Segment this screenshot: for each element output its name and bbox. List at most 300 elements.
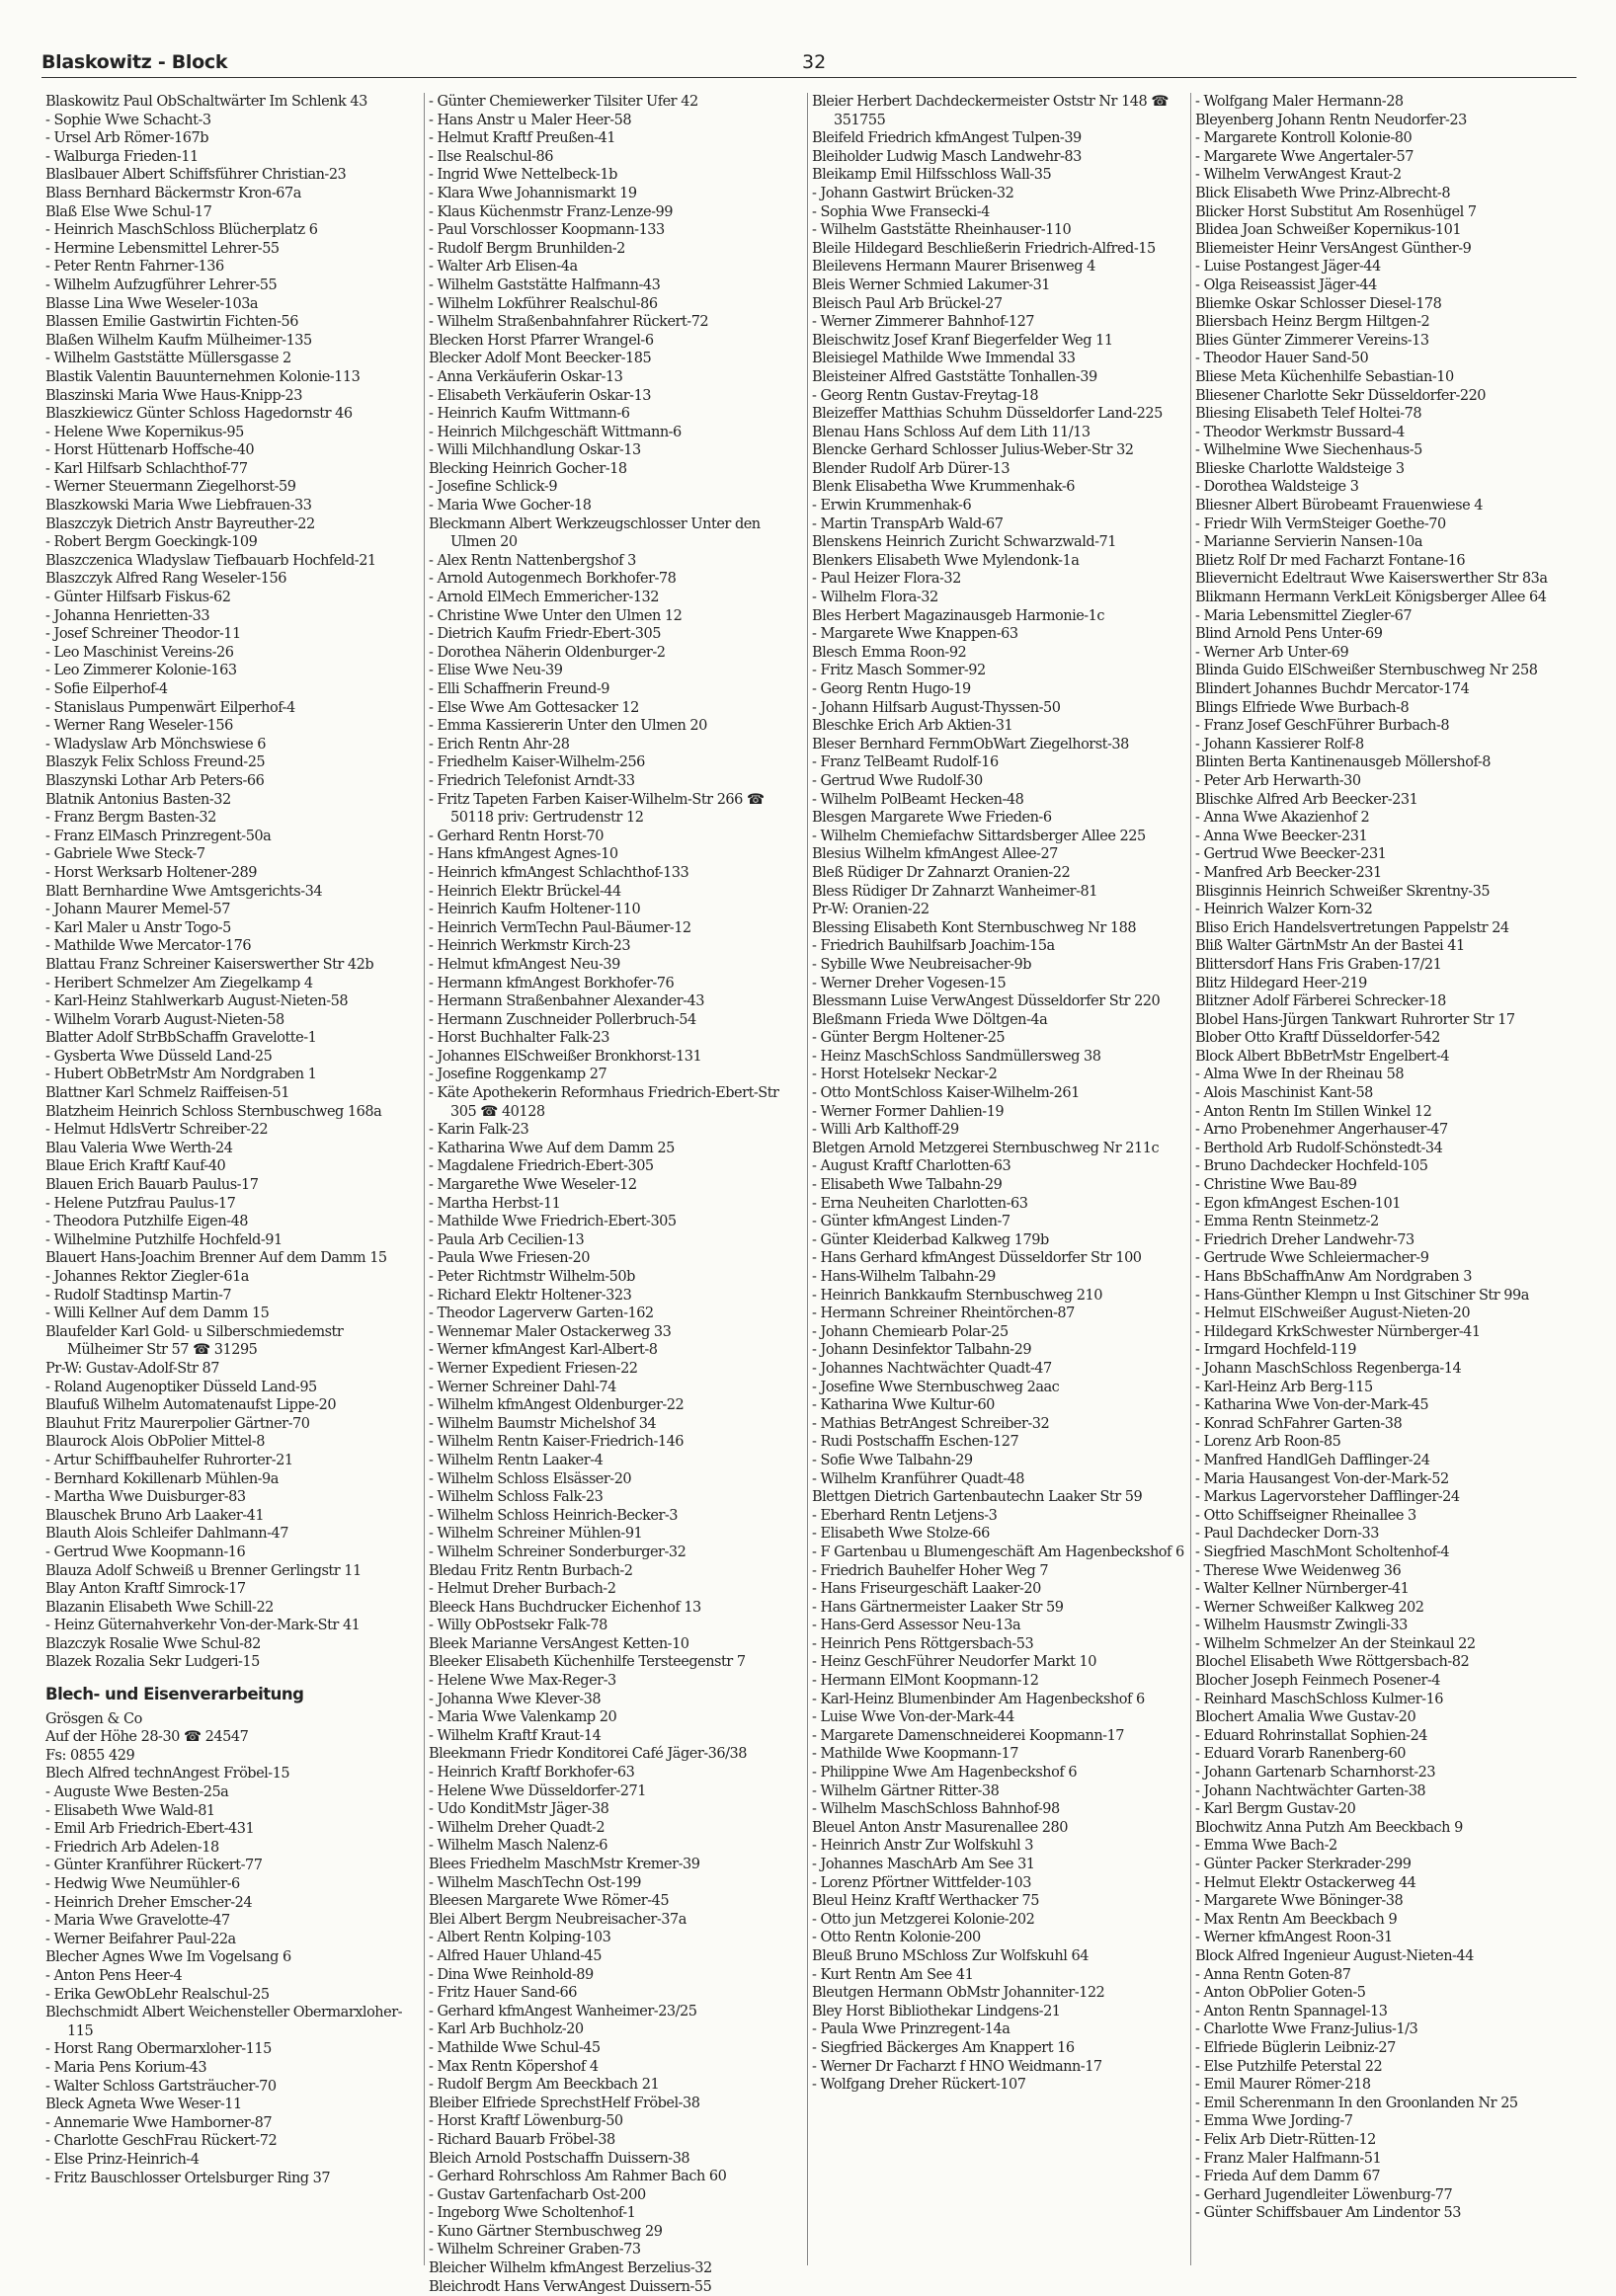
directory-entry: - Helmut ElSchweißer August-Nieten-20: [1195, 1306, 1471, 1322]
directory-entry: - Walter Schloss Gartsträucher-70: [45, 2078, 277, 2095]
directory-entry: - Else Putzhilfe Peterstal 22: [1195, 2058, 1383, 2075]
directory-entry: - Horst Rang Obermarxloher-115: [45, 2041, 272, 2058]
directory-entry: - Elli Schaffnerin Freund-9: [429, 681, 609, 697]
directory-entry: Bliesner Albert Bürobeamt Frauenwiese 4: [1195, 498, 1483, 515]
directory-entry: - Johann Maurer Memel-57: [45, 902, 230, 918]
directory-entry: - Anton Pens Heer-4: [45, 1967, 183, 1984]
directory-entry: - Werner Expedient Friesen-22: [429, 1360, 638, 1377]
directory-entry: - Helmut Elektr Ostackerweg 44: [1195, 1874, 1416, 1891]
directory-entry: - Helmut HdlsVertr Schreiber-22: [45, 1122, 269, 1139]
directory-entry: Bleuß Bruno MSchloss Zur Wolfskuhl 64: [812, 1947, 1089, 1964]
directory-entry: Blesgen Margarete Wwe Frieden-6: [812, 810, 1052, 827]
directory-entry: - Willi Arb Kalthoff-29: [812, 1122, 959, 1139]
directory-entry: - Maria Wwe Valenkamp 20: [429, 1709, 617, 1726]
directory-entry: Blischke Alfred Arb Beecker-231: [1195, 791, 1418, 808]
directory-entry: Blei Albert Bergm Neubreisacher-37a: [429, 1911, 687, 1928]
directory-entry: Blaszczenica Wladyslaw Tiefbauarb Hochfeld-21: [45, 552, 376, 569]
directory-entry: - Johannes MaschArb Am See 31: [812, 1857, 1035, 1872]
directory-entry: - Walburga Frieden-11: [45, 148, 199, 165]
directory-entry: - Karl Bergm Gustav-20: [1195, 1801, 1356, 1818]
directory-entry: - Heinrich Bankkaufm Sternbuschweg 210: [812, 1287, 1102, 1304]
directory-entry: - Hubert ObBetrMstr Am Nordgraben 1: [45, 1067, 317, 1083]
directory-entry: - Wilhelm Dreher Quadt-2: [429, 1819, 606, 1836]
directory-entry: - Hermann Straßenbahner Alexander-43: [429, 993, 705, 1010]
directory-entry: Blaurock Alois ObPolier Mittel-8: [45, 1434, 265, 1451]
directory-entry: - Eduard Vorarb Ranenberg-60: [1195, 1746, 1407, 1763]
directory-entry: Bleizeffer Matthias Schuhm Düsseldorfer Land-225: [812, 406, 1163, 423]
directory-entry: - Katharina Wwe Kultur-60: [812, 1397, 995, 1414]
directory-entry: - Bruno Dachdecker Hochfeld-105: [1195, 1158, 1428, 1175]
directory-entry: Blaszinski Maria Wwe Haus-Knipp-23: [45, 387, 302, 404]
directory-entry: - Heinrich Kaufm Holtener-110: [429, 902, 641, 918]
directory-entry: - Fritz Hauer Sand-66: [429, 1985, 578, 2002]
directory-entry: Blazek Rozalia Sekr Ludgeri-15: [45, 1654, 260, 1671]
directory-entry: - Otto Schiffseigner Rheinallee 3: [1195, 1507, 1416, 1524]
directory-entry: - Bernhard Kokillenarb Mühlen-9a: [45, 1470, 279, 1487]
directory-entry: - Richard Elektr Holtener-323: [429, 1287, 632, 1304]
directory-entry: Blazanin Elisabeth Wwe Schill-22: [45, 1599, 274, 1616]
directory-entry: Bleß Rüdiger Dr Zahnarzt Oranien-22: [812, 864, 1071, 881]
directory-entry: Blieske Charlotte Waldsteige 3: [1195, 460, 1405, 477]
directory-entry: Bleisteiner Alfred Gaststätte Tonhallen-39: [812, 368, 1097, 385]
directory-entry: - Willi Kellner Auf dem Damm 15: [45, 1306, 270, 1322]
directory-entry: - Wilhelm Schreiner Mühlen-91: [429, 1526, 643, 1543]
directory-entry: - Ursel Arb Römer-167b: [45, 130, 208, 147]
directory-entry: - Josef Schreiner Theodor-11: [45, 626, 241, 643]
directory-entry: - Günter kfmAngest Linden-7: [812, 1214, 1010, 1230]
directory-entry: - Sophia Wwe Fransecki-4: [812, 203, 990, 220]
directory-entry: - Hans BbSchaffnAnw Am Nordgraben 3: [1195, 1269, 1472, 1285]
directory-entry: Bleul Heinz Kraftf Werthacker 75: [812, 1893, 1040, 1910]
directory-entry: - Peter Arb Herwarth-30: [1195, 772, 1361, 789]
directory-entry: - Franz TelBeamt Rudolf-16: [812, 754, 999, 771]
directory-entry: - Auguste Wwe Besten-25a: [45, 1784, 229, 1801]
directory-entry: - Stanislaus Pumpenwärt Eilperhof-4: [45, 699, 295, 716]
directory-entry: Blicker Horst Substitut Am Rosenhügel 7: [1195, 203, 1477, 220]
directory-entry: - Margarethe Wwe Weseler-12: [429, 1177, 637, 1194]
directory-entry: Blick Elisabeth Wwe Prinz-Albrecht-8: [1195, 185, 1451, 201]
directory-entry: Blech Alfred technAngest Fröbel-15: [45, 1766, 290, 1782]
directory-entry: - Anna Wwe Beecker-231: [1195, 828, 1368, 844]
directory-entry: Blender Rudolf Arb Dürer-13: [812, 460, 1010, 477]
directory-entry: Blobel Hans-Jürgen Tankwart Ruhrorter Str 17: [1195, 1011, 1515, 1028]
directory-entry: - Heinrich Pens Röttgersbach-53: [812, 1635, 1034, 1652]
directory-entry: - Franz Maler Halfmann-51: [1195, 2150, 1382, 2167]
directory-entry: - Siegfried Bäckerges Am Knappert 16: [812, 2039, 1075, 2056]
directory-entry: - Hans kfmAngest Agnes-10: [429, 846, 618, 863]
directory-entry: - Paul Heizer Flora-32: [812, 571, 961, 588]
directory-entry: - Friedrich Telefonist Arndt-33: [429, 772, 635, 789]
directory-entry: - Heinrich MaschSchloss Blücherplatz 6: [45, 222, 318, 239]
directory-entry: - Eberhard Rentn Letjens-3: [812, 1507, 998, 1524]
directory-entry: - Manfred HandlGeh Dafflinger-24: [1195, 1452, 1430, 1468]
directory-entry: - Heinrich Elektr Brückel-44: [429, 883, 621, 900]
directory-entry: - Philippine Wwe Am Hagenbeckshof 6: [812, 1765, 1078, 1781]
directory-entry: - Hans Friseurgeschäft Laaker-20: [812, 1581, 1041, 1598]
directory-entry: - Johanna Wwe Klever-38: [429, 1691, 602, 1707]
directory-entry: - Fritz Bauschlosser Ortelsburger Ring 37: [45, 2170, 331, 2186]
directory-entry: - Kuno Gärtner Sternbuschweg 29: [429, 2223, 663, 2240]
directory-entry: - Roland Augenoptiker Düsseld Land-95: [45, 1379, 317, 1395]
directory-entry: - Paula Wwe Prinzregent-14a: [812, 2021, 1010, 2038]
directory-entry: - Walter Kellner Nürnberger-41: [1195, 1581, 1410, 1598]
directory-entry: - Maria Hausangest Von-der-Mark-52: [1195, 1470, 1449, 1487]
directory-entry: Blesius Wilhelm kfmAngest Allee-27: [812, 846, 1058, 863]
directory-entry: Blettgen Dietrich Gartenbautechn Laaker Str 59: [812, 1489, 1143, 1506]
directory-entry: - Wilhelm Schloss Heinrich-Becker-3: [429, 1507, 679, 1524]
directory-entry: Bleisch Paul Arb Brückel-27: [812, 295, 1003, 312]
directory-entry: - Wilhelm Rentn Kaiser-Friedrich-146: [429, 1434, 685, 1451]
directory-entry: - Max Rentn Am Beeckbach 9: [1195, 1911, 1398, 1928]
directory-entry: - Margarete Wwe Knappen-63: [812, 626, 1018, 643]
directory-entry: Blastik Valentin Bauunternehmen Kolonie-113: [45, 368, 361, 385]
directory-entry: Bleilevens Hermann Maurer Brisenweg 4: [812, 259, 1095, 276]
directory-entry: - Erwin Krummenhak-6: [812, 498, 972, 515]
directory-entry: - Heinrich Walzer Korn-32: [1195, 902, 1373, 918]
directory-entry: - Elisabeth Wwe Wald-81: [45, 1802, 215, 1819]
directory-entry: - Emma Rentn Steinmetz-2: [1195, 1214, 1379, 1230]
directory-entry: Blietz Rolf Dr med Facharzt Fontane-16: [1195, 552, 1466, 569]
directory-entry: - Leo Maschinist Vereins-26: [45, 644, 234, 661]
directory-entry: - Heinz GeschFührer Neudorfer Markt 10: [812, 1654, 1096, 1671]
directory-entry: - Katharina Wwe Von-der-Mark-45: [1195, 1397, 1429, 1414]
directory-entry: - Luise Postangest Jäger-44: [1195, 259, 1381, 276]
directory-entry: - Hans-Gerd Assessor Neu-13a: [812, 1618, 1021, 1634]
directory-entry: Blindert Johannes Buchdr Mercator-174: [1195, 681, 1470, 697]
directory-entry: - Anton Rentn Im Stillen Winkel 12: [1195, 1103, 1432, 1120]
directory-entry: Bleich Arnold Postschaffn Duissern-38: [429, 2150, 690, 2167]
directory-entry: Bliemeister Heinr VersAngest Günther-9: [1195, 240, 1472, 257]
directory-entry: - Günter Schiffsbauer Am Lindentor 53: [1195, 2205, 1461, 2222]
directory-entry: - Werner Rang Weseler-156: [45, 718, 233, 735]
directory-entry: - Werner kfmAngest Karl-Albert-8: [429, 1342, 658, 1359]
directory-entry: Bleck Agneta Wwe Weser-11: [45, 2097, 242, 2113]
directory-entry: Blatter Adolf StrBbSchaffn Gravelotte-1: [45, 1030, 317, 1047]
directory-entry: - Wilhelm Schreiner Graben-73: [429, 2242, 641, 2258]
directory-entry: - Johann Chemiearb Polar-25: [812, 1323, 1009, 1340]
directory-entry: - Charlotte Wwe Franz-Julius-1/3: [1195, 2021, 1418, 2038]
directory-entry: - Anton ObPolier Goten-5: [1195, 1985, 1366, 2002]
directory-entry: - Paul Dachdecker Dorn-33: [1195, 1526, 1379, 1543]
directory-entry: - Josefine Roggenkamp 27: [429, 1067, 607, 1083]
directory-entry: Bles Herbert Magazinausgeb Harmonie-1c: [812, 607, 1105, 624]
directory-entry: - Therese Wwe Weidenweg 36: [1195, 1562, 1402, 1579]
directory-entry: Blenskens Heinrich Zuricht Schwarzwald-71: [812, 534, 1116, 551]
directory-entry: - Georg Rentn Hugo-19: [812, 681, 971, 697]
directory-entry: Bleek Marianne VersAngest Ketten-10: [429, 1635, 689, 1652]
directory-entry: - Wilhelm Flora-32: [812, 590, 938, 606]
directory-entry: - Wilhelm Gärtner Ritter-38: [812, 1782, 1000, 1799]
directory-entry: Bley Horst Bibliothekar Lindgens-21: [812, 2003, 1061, 2019]
directory-entry: Bleckmann Albert Werkzeugschlosser Unter den Ulmen 20: [429, 515, 761, 551]
directory-entry: - Max Rentn Köpershof 4: [429, 2058, 599, 2075]
directory-entry: - Sofie Wwe Talbahn-29: [812, 1452, 973, 1468]
directory-entry: - Alois Maschinist Kant-58: [1195, 1085, 1373, 1102]
directory-entry: Blind Arnold Pens Unter-69: [1195, 626, 1383, 643]
directory-entry: - Johannes Rektor Ziegler-61a: [45, 1269, 249, 1285]
directory-entry: Auf der Höhe 28-30 ☎ 24547: [45, 1729, 249, 1746]
section-heading: Blech- und Eisenverarbeitung: [45, 1685, 304, 1704]
directory-entry: - Dina Wwe Reinhold-89: [429, 1966, 594, 1983]
directory-entry: - Elise Wwe Neu-39: [429, 663, 563, 679]
directory-entry: Blocher Joseph Feinmech Posener-4: [1195, 1673, 1441, 1690]
directory-entry: - Hans-Günther Klempn u Inst Gitschiner Str 99a: [1195, 1287, 1529, 1304]
directory-entry: - Johannes Nachtwächter Quadt-47: [812, 1360, 1052, 1377]
directory-entry: Blings Elfriede Wwe Burbach-8: [1195, 699, 1410, 716]
directory-entry: Bless Rüdiger Dr Zahnarzt Wanheimer-81: [812, 883, 1097, 900]
directory-entry: - Werner Former Dahlien-19: [812, 1103, 1005, 1120]
directory-entry: Bleile Hildegard Beschließerin Friedrich-Alfred-15: [812, 240, 1156, 257]
directory-entry: Blaszczyk Dietrich Anstr Bayreuther-22: [45, 515, 315, 532]
directory-entry: Bledau Fritz Rentn Burbach-2: [429, 1562, 633, 1579]
directory-entry: Blesch Emma Roon-92: [812, 644, 967, 661]
directory-entry: - Heribert Schmelzer Am Ziegelkamp 4: [45, 975, 313, 991]
directory-entry: Bleeck Hans Buchdrucker Eichenhof 13: [429, 1599, 701, 1616]
directory-entry: Blauza Adolf Schweiß u Brenner Gerlingstr 11: [45, 1562, 362, 1579]
directory-entry: - Friedrich Bauhelfer Hoher Weg 7: [812, 1562, 1049, 1579]
directory-entry: - Anna Rentn Goten-87: [1195, 1966, 1351, 1983]
directory-entry: Blaufelder Karl Gold- u Silberschmiedemstr Mülheimer Str 57 ☎ 31295: [45, 1323, 344, 1359]
directory-entry: - Gysberta Wwe Düsseld Land-25: [45, 1048, 273, 1065]
directory-entry: - Klara Wwe Johannismarkt 19: [429, 185, 637, 201]
directory-entry: - Gerhard Rohrschloss Am Rahmer Bach 60: [429, 2169, 727, 2185]
directory-entry: - Johanna Henrietten-33: [45, 607, 210, 624]
directory-entry: - Werner Dr Facharzt f HNO Weidmann-17: [812, 2058, 1102, 2075]
directory-entry: Blauert Hans-Joachim Brenner Auf dem Damm 15: [45, 1250, 387, 1267]
directory-entry: Bleiholder Ludwig Masch Landwehr-83: [812, 148, 1082, 165]
directory-entry: - Helmut kfmAngest Neu-39: [429, 956, 620, 973]
directory-entry: Blaufuß Wilhelm Automatenaufst Lippe-20: [45, 1397, 337, 1414]
directory-entry: - Helene Putzfrau Paulus-17: [45, 1195, 236, 1212]
directory-entry: - Irmgard Hochfeld-119: [1195, 1342, 1356, 1359]
directory-entry: - Klaus Küchenmstr Franz-Lenze-99: [429, 203, 673, 220]
directory-entry: - Udo KonditMstr Jäger-38: [429, 1801, 609, 1818]
directory-entry: Blauth Alois Schleifer Dahlmann-47: [45, 1526, 288, 1543]
directory-entry: - Emil Arb Friedrich-Ebert-431: [45, 1821, 255, 1838]
directory-entry: - Wilhelm Schmelzer An der Steinkaul 22: [1195, 1635, 1476, 1652]
directory-entry: - Werner Arb Unter-69: [1195, 644, 1349, 661]
directory-entry: - Fritz Masch Sommer-92: [812, 663, 986, 679]
directory-entry: - Karl-Heinz Stahlwerkarb August-Nieten-58: [45, 993, 349, 1010]
directory-entry: Blaszkowski Maria Wwe Liebfrauen-33: [45, 498, 312, 515]
directory-entry: - Felix Arb Dietr-Rütten-12: [1195, 2131, 1376, 2148]
directory-entry: Bleeker Elisabeth Küchenhilfe Tersteegenstr 7: [429, 1654, 746, 1671]
directory-entry: Blatnik Antonius Basten-32: [45, 791, 231, 808]
directory-entry: - Konrad SchFahrer Garten-38: [1195, 1415, 1403, 1432]
directory-entry: - Wilhelm Lokführer Realschul-86: [429, 295, 658, 312]
directory-entry: - Peter Rentn Fahrner-136: [45, 259, 224, 276]
directory-entry: - Margarete Wwe Angertaler-57: [1195, 148, 1414, 165]
directory-entry: Blessmann Luise VerwAngest Düsseldorfer Str 220: [812, 993, 1161, 1010]
directory-entry: - Kurt Rentn Am See 41: [812, 1966, 974, 1983]
directory-entry: - Maria Wwe Gocher-18: [429, 498, 592, 515]
directory-entry: Block Albert BbBetrMstr Engelbert-4: [1195, 1048, 1450, 1065]
directory-entry: Blaszynski Lothar Arb Peters-66: [45, 772, 265, 789]
directory-entry: - Horst Hüttenarb Hoffsche-40: [45, 442, 255, 459]
directory-entry: - Else Prinz-Heinrich-4: [45, 2151, 200, 2168]
directory-entry: - Christine Wwe Unter den Ulmen 12: [429, 607, 683, 624]
directory-entry: - Reinhard MaschSchloss Kulmer-16: [1195, 1691, 1444, 1707]
directory-entry: Bleßmann Frieda Wwe Döltgen-4a: [812, 1011, 1048, 1028]
directory-entry: Blees Friedhelm MaschMstr Kremer-39: [429, 1857, 700, 1872]
directory-entry: - Emma Wwe Bach-2: [1195, 1838, 1337, 1855]
directory-entry: Blencke Gerhard Schlosser Julius-Weber-Str 32: [812, 442, 1134, 459]
directory-entry: Blecken Horst Pfarrer Wrangel-6: [429, 332, 654, 349]
directory-entry: - Theodor Lagerverw Garten-162: [429, 1306, 654, 1322]
directory-entry: - Ingrid Wwe Nettelbeck-1b: [429, 167, 617, 184]
directory-entry: - Lorenz Pförtner Wittfelder-103: [812, 1874, 1031, 1891]
directory-entry: - Heinz Güternahverkehr Von-der-Mark-Str 41: [45, 1618, 361, 1634]
directory-entry: - Theodora Putzhilfe Eigen-48: [45, 1214, 249, 1230]
directory-entry: Blitz Hildegard Heer-219: [1195, 975, 1367, 991]
directory-entry: Bleicher Wilhelm kfmAngest Berzelius-32: [429, 2260, 712, 2277]
directory-entry: Blauen Erich Bauarb Paulus-17: [45, 1177, 259, 1194]
directory-entry: Blenkers Elisabeth Wwe Mylendonk-1a: [812, 552, 1080, 569]
directory-entry: Blattner Karl Schmelz Raiffeisen-51: [45, 1085, 290, 1102]
directory-entry: - Gertrud Wwe Rudolf-30: [812, 772, 983, 789]
directory-entry: - Helene Wwe Kopernikus-95: [45, 424, 244, 440]
directory-entry: - Emma Wwe Jording-7: [1195, 2113, 1353, 2130]
directory-entry: - Emma Kassiererin Unter den Ulmen 20: [429, 718, 707, 735]
directory-entry: - Hermann Schreiner Rheintörchen-87: [812, 1306, 1075, 1322]
directory-entry: - Rudi Postschaffn Eschen-127: [812, 1434, 1019, 1451]
directory-entry: - Arnold ElMech Emmericher-132: [429, 590, 660, 606]
directory-entry: - Robert Bergm Goeckingk-109: [45, 534, 258, 551]
directory-entry: - Manfred Arb Beecker-231: [1195, 864, 1382, 881]
directory-entry: Bliß Walter GärtnMstr An der Bastei 41: [1195, 938, 1465, 955]
directory-entry: Block Alfred Ingenieur August-Nieten-44: [1195, 1947, 1474, 1964]
directory-entry: - Horst Werksarb Holtener-289: [45, 864, 257, 881]
directory-entry: Bleikamp Emil Hilfsschloss Wall-35: [812, 167, 1052, 184]
directory-entry: - Georg Rentn Gustav-Freytag-18: [812, 387, 1039, 404]
directory-entry: Blaßen Wilhelm Kaufm Mülheimer-135: [45, 332, 312, 349]
directory-entry: - Wilhelm Straßenbahnfahrer Rückert-72: [429, 314, 709, 331]
directory-entry: - Wennemar Maler Ostackerweg 33: [429, 1323, 672, 1340]
directory-entry: - Theodor Werkmstr Bussard-4: [1195, 424, 1405, 440]
directory-entry: - Karl Arb Buchholz-20: [429, 2021, 584, 2038]
directory-entry: - Emil Maurer Römer-218: [1195, 2077, 1371, 2094]
directory-entry: - Johann Gastwirt Brücken-32: [812, 185, 1014, 201]
directory-entry: - Hedwig Wwe Neumühler-6: [45, 1876, 240, 1892]
directory-entry: - Otto Rentn Kolonie-200: [812, 1930, 981, 1946]
directory-entry: - Wilhelm Kraftf Kraut-14: [429, 1727, 602, 1744]
directory-entry: Bliese Meta Küchenhilfe Sebastian-10: [1195, 368, 1454, 385]
directory-entry: - Gerhard Rentn Horst-70: [429, 828, 604, 844]
directory-entry: - Wilhelm Schloss Elsässer-20: [429, 1470, 632, 1487]
directory-entry: - Friedhelm Kaiser-Wilhelm-256: [429, 754, 645, 771]
directory-entry: Blasse Lina Wwe Weseler-103a: [45, 295, 259, 312]
directory-entry: - Christine Wwe Bau-89: [1195, 1177, 1357, 1194]
directory-entry: - Anna Wwe Akazienhof 2: [1195, 810, 1370, 827]
directory-entry: - Wilhelm PolBeamt Hecken-48: [812, 791, 1024, 808]
directory-entry: - Wilhelm Kranführer Quadt-48: [812, 1470, 1025, 1487]
directory-entry: - Gerhard kfmAngest Wanheimer-23/25: [429, 2003, 697, 2019]
directory-entry: - Wilhelm Rentn Laaker-4: [429, 1452, 604, 1468]
directory-entry: - Erna Neuheiten Charlotten-63: [812, 1195, 1028, 1212]
directory-entry: - Martin TranspArb Wald-67: [812, 515, 1004, 532]
directory-entry: Bleis Werner Schmied Lakumer-31: [812, 277, 1051, 293]
directory-entry: Blay Anton Kraftf Simrock-17: [45, 1581, 246, 1598]
directory-entry: - Olga Reiseassist Jäger-44: [1195, 277, 1377, 293]
directory-entry: Bleesen Margarete Wwe Römer-45: [429, 1893, 670, 1910]
directory-entry: - Werner Schreiner Dahl-74: [429, 1379, 616, 1395]
directory-entry: Bletgen Arnold Metzgerei Sternbuschweg Nr 211c: [812, 1140, 1160, 1156]
directory-entry: - Anton Rentn Spannagel-13: [1195, 2003, 1388, 2019]
directory-entry: - Hans Gärtnermeister Laaker Str 59: [812, 1599, 1064, 1616]
directory-entry: - Günter Kranführer Rückert-77: [45, 1858, 263, 1874]
directory-entry: - Rudolf Bergm Am Beeckbach 21: [429, 2077, 660, 2094]
directory-entry: Blecking Heinrich Gocher-18: [429, 460, 627, 477]
directory-entry: - Heinz MaschSchloss Sandmüllersweg 38: [812, 1048, 1101, 1065]
directory-entry: Blauschek Bruno Arb Laaker-41: [45, 1507, 265, 1524]
directory-entry: Bleuel Anton Anstr Masurenallee 280: [812, 1819, 1068, 1836]
directory-entry: - Heinrich Milchgeschäft Wittmann-6: [429, 424, 682, 440]
directory-entry: Blisginnis Heinrich Schweißer Skrentny-35: [1195, 883, 1491, 900]
directory-entry: - Wilhelm Aufzugführer Lehrer-55: [45, 277, 278, 293]
directory-entry: - Peter Richtmstr Wilhelm-50b: [429, 1269, 635, 1285]
directory-entry: - Wladyslaw Arb Mönchswiese 6: [45, 736, 267, 752]
directory-entry: - Hans-Wilhelm Talbahn-29: [812, 1269, 996, 1285]
directory-entry: - Else Wwe Am Gottesacker 12: [429, 699, 639, 716]
directory-entry: - Karl-Heinz Arb Berg-115: [1195, 1379, 1373, 1395]
directory-entry: - Helene Wwe Düsseldorfer-271: [429, 1782, 646, 1799]
directory-entry: - Johann Hilfsarb August-Thyssen-50: [812, 699, 1061, 716]
directory-entry: Blidea Joan Schweißer Kopernikus-101: [1195, 222, 1462, 239]
directory-entry: - Josefine Schlick-9: [429, 479, 558, 496]
directory-entry: - Fritz Tapeten Farben Kaiser-Wilhelm-Str 266 ☎ 50118 priv: Gertrudenstr 12: [429, 791, 765, 827]
directory-entry: - Werner Dreher Vogesen-15: [812, 975, 1007, 991]
directory-entry: - Paul Vorschlosser Koopmann-133: [429, 222, 665, 239]
directory-entry: Blochel Elisabeth Wwe Röttgersbach-82: [1195, 1654, 1470, 1671]
directory-entry: - Friedr Wilh VermSteiger Goethe-70: [1195, 515, 1446, 532]
directory-entry: - Erich Rentn Ahr-28: [429, 736, 570, 752]
directory-entry: - Elfriede Büglerin Leibniz-27: [1195, 2039, 1396, 2056]
directory-entry: - Egon kfmAngest Eschen-101: [1195, 1195, 1401, 1212]
directory-entry: Blecher Agnes Wwe Im Vogelsang 6: [45, 1949, 291, 1966]
directory-entry: - Friedrich Bauhilfsarb Joachim-15a: [812, 938, 1055, 955]
directory-entry: - Johann Nachtwächter Garten-38: [1195, 1782, 1426, 1799]
directory-entry: - Karl Maler u Anstr Togo-5: [45, 919, 231, 936]
directory-entry: - Magdalene Friedrich-Ebert-305: [429, 1158, 654, 1175]
directory-entry: - Dorothea Waldsteige 3: [1195, 479, 1359, 496]
directory-entry: - Alex Rentn Nattenbergshof 3: [429, 552, 636, 569]
directory-entry: - Luise Wwe Von-der-Mark-44: [812, 1709, 1014, 1726]
directory-entry: - Wilhelm Hausmstr Zwingli-33: [1195, 1618, 1408, 1634]
directory-entry: Blattau Franz Schreiner Kaiserswerther Str 42b: [45, 956, 374, 973]
directory-entry: - Elisabeth Verkäuferin Oskar-13: [429, 387, 652, 404]
directory-entry: - Wilhelm VerwAngest Kraut-2: [1195, 167, 1402, 184]
directory-entry: Blechschmidt Albert Weichensteller Obermarxloher-115: [45, 2005, 403, 2039]
directory-entry: - Theodor Hauer Sand-50: [1195, 351, 1369, 367]
directory-entry: - Werner kfmAngest Roon-31: [1195, 1930, 1393, 1946]
directory-entry: - Paula Wwe Friesen-20: [429, 1250, 590, 1267]
directory-entry: - Hans Anstr u Maler Heer-58: [429, 112, 632, 128]
directory-entry: - F Gartenbau u Blumengeschäft Am Hagenbeckshof 6: [812, 1544, 1184, 1560]
directory-entry: - Günter Chemiewerker Tilsiter Ufer 42: [429, 94, 698, 110]
directory-entry: - Rudolf Bergm Brunhilden-2: [429, 240, 625, 257]
directory-entry: - Heinrich Anstr Zur Wolfskuhl 3: [812, 1838, 1033, 1855]
directory-entry: - Wilhelm Gaststätte Müllersgasse 2: [45, 351, 291, 367]
directory-columns: [41, 93, 1576, 2295]
directory-entry: Pr-W: Oranien-22: [812, 902, 929, 918]
directory-entry: - Ilse Realschul-86: [429, 148, 554, 165]
directory-entry: - Heinrich VermTechn Paul-Bäumer-12: [429, 919, 691, 936]
directory-entry: - Horst Buchhalter Falk-23: [429, 1030, 609, 1047]
directory-entry: - Wilhelmine Wwe Siechenhaus-5: [1195, 442, 1422, 459]
directory-entry: - Wilhelm Chemiefachw Sittardsberger Allee 225: [812, 828, 1146, 844]
directory-entry: - Anna Verkäuferin Oskar-13: [429, 368, 623, 385]
directory-entry: - Werner Beifahrer Paul-22a: [45, 1931, 236, 1947]
